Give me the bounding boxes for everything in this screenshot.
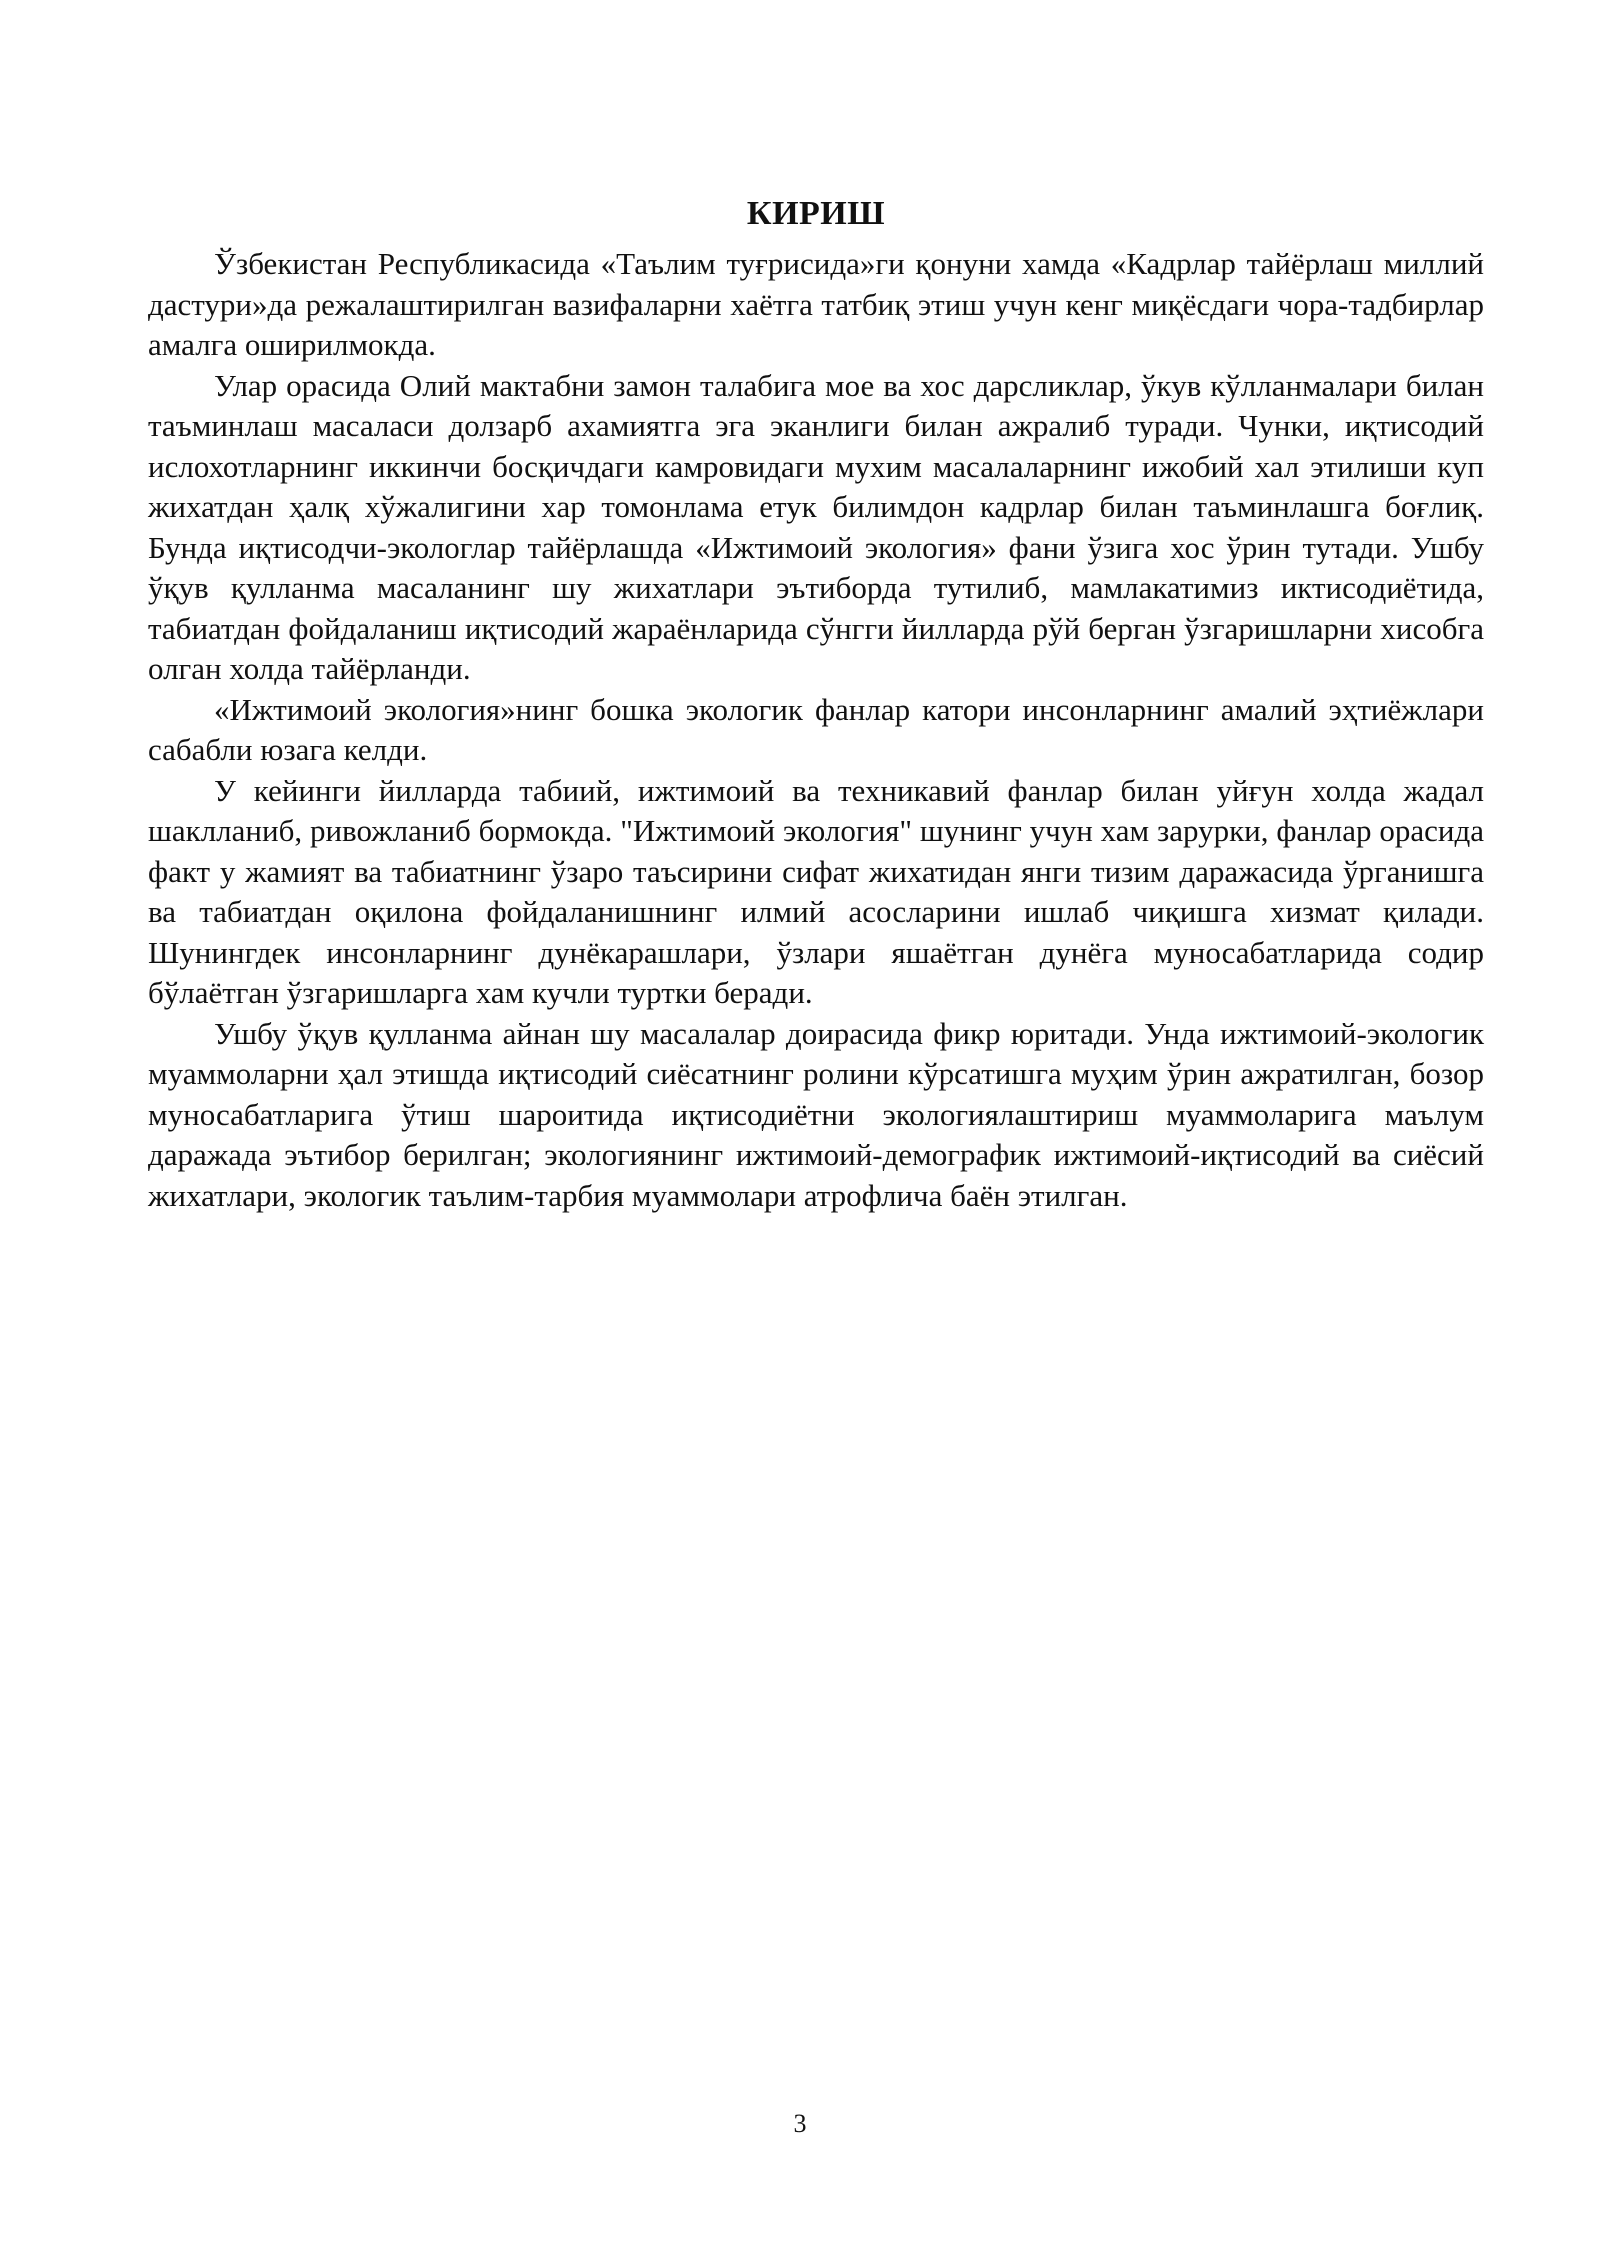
- paragraph-4: У кейинги йилларда табиий, ижтимоий ва техникавий фанлар билан уйғун холда жадал шаклланиб, ривожланиб бормокда. "Ижтимоий экология" шунинг учун хам зарурки, фанлар орасида факт у жамият ва табиатнинг ўзаро таъсирини сифат жихатидан янги тизим даражасида ўрганишга ва табиатдан оқилона фойдаланишнинг илмий асосларини ишлаб чиқишга хизмат қилади. Шунингдек инсонларнинг дунёкарашлари, ўзлари яшаётган дунёга муносабатларида содир бўлаётган ўзгаришларга хам кучли туртки беради.: [148, 772, 1484, 1010]
- paragraph-2: Улар орасида Олий мактабни замон талабига мое ва хос дарсликлар, ўкув кўлланмалари билан таъминлаш масаласи долзарб ахамиятга эга эканлиги билан ажралиб туради. Чунки, иқтисодий ислохотларнинг иккинчи босқичдаги камровидаги мухим масалаларнинг ижобий хал этилиши куп жихатдан ҳалқ хўжалигини хар томонлама етук билимдон кадрлар билан таъминлашга боғлиқ. Бунда иқтисодчи-экологлар тайёрлашда «Ижтимоий экология» фани ўзига хос ўрин тутади. Ушбу ўқув қулланма масаланинг шу жихатлари эътиборда тутилиб, мамлакатимиз иктисодиётида, табиатдан фойдаланиш иқтисодий жараёнларида сўнгги йилларда рўй берган ўзгаришларни хисобга олган холда тайёрланди.: [148, 367, 1484, 686]
- paragraph-5: Ушбу ўқув қулланма айнан шу масалалар доирасида фикр юритади. Унда ижтимоий-экологик муаммоларни ҳал этишда иқтисодий сиёсатнинг ролини кўрсатишга муҳим ўрин ажратилган, бозор муносабатларига ўтиш шароитида иқтисодиётни экологиялаштириш муаммоларига маълум даражада эътибор берилган; экологиянинг ижтимоий-демографик ижтимоий-иқтисодий ва сиёсий жихатлари, экологик таълим-тарбия муаммолари атрофлича баён этилган.: [148, 1015, 1484, 1213]
- document-body: [148, 190, 1484, 1216]
- page-title: КИРИШ: [746, 195, 886, 232]
- paragraph-1: Ўзбекистан Республикасида «Таълим туғрисида»ги қонуни хамда «Кадрлар тайёрлаш миллий дастури»да режалаштирилган вазифаларни хаётга татбиқ этиш учун кенг миқёсдаги чора-тадбирлар амалга оширилмокда.: [148, 246, 1484, 362]
- page-number: 3: [793, 2109, 807, 2138]
- paragraph-3: «Ижтимоий экология»нинг бошка экологик фанлар катори инсонларнинг амалий эҳтиёжлари сабабли юзага келди.: [148, 691, 1484, 767]
